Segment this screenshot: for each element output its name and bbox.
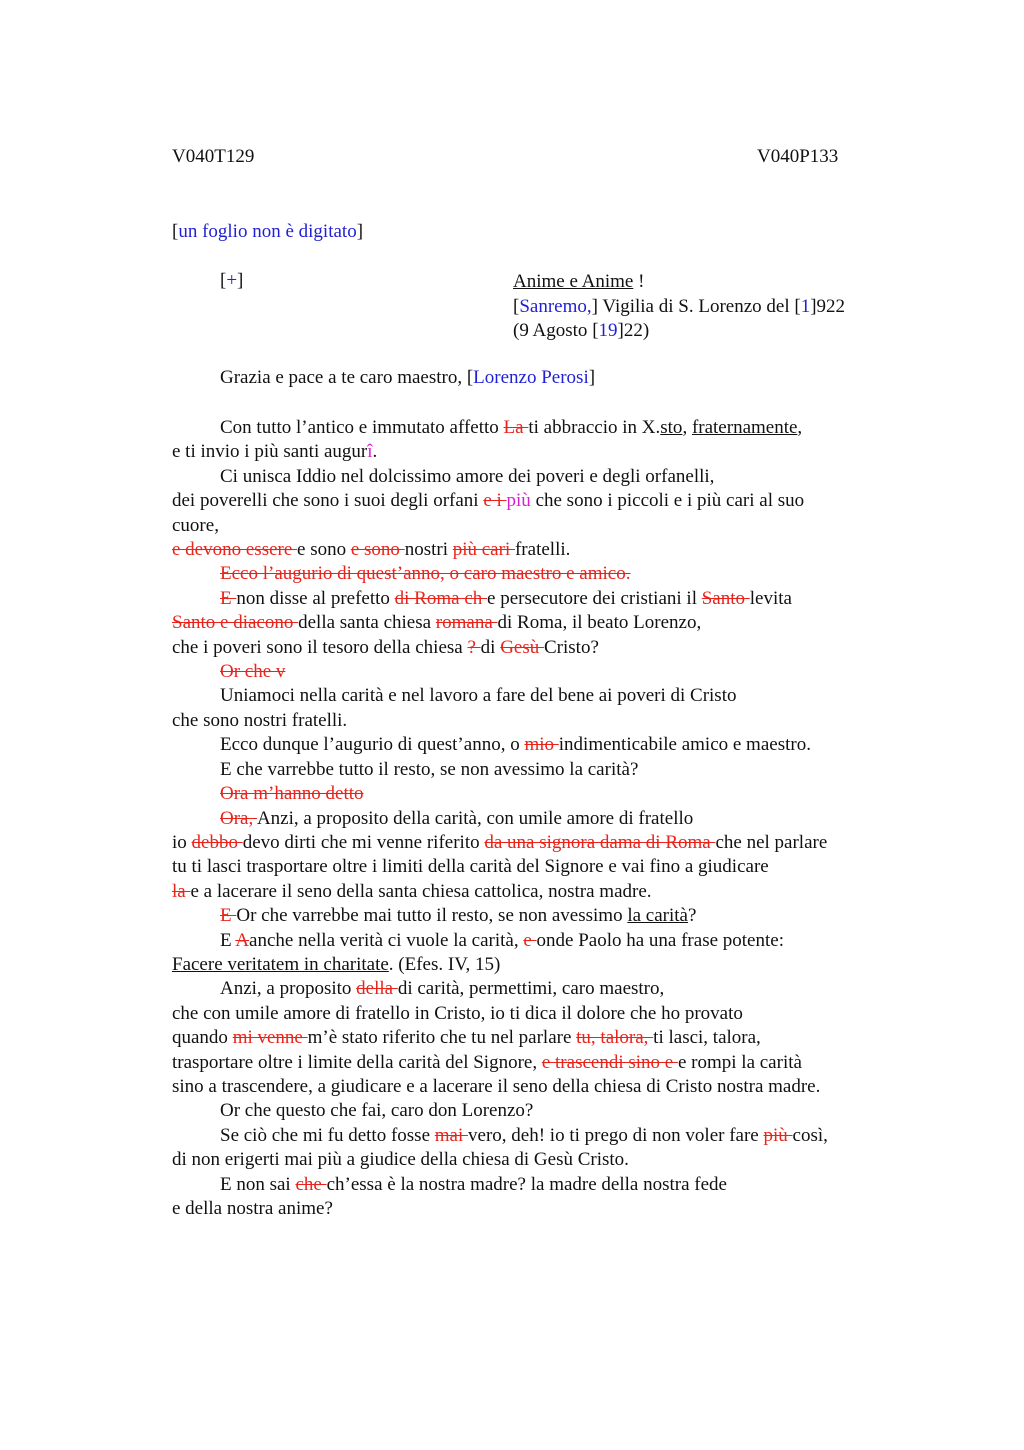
text-line: cuore, (172, 514, 219, 536)
letter-date: (9 Agosto [19]22) (513, 320, 650, 341)
text-line: tu ti lasci trasportare oltre i limiti della carità del Signore e vai fino a giudicare (172, 856, 769, 878)
text-line: Ci unisca Iddio nel dolcissimo amore dei poveri e degli orfanelli, (220, 465, 715, 487)
text-line: Ora m’hanno detto (220, 783, 364, 805)
text-line: che con umile amore di fratello in Cristo, io ti dica il dolore che ho provato (172, 1002, 743, 1024)
text-line: che i poveri sono il tesoro della chiesa ? di Gesù Cristo? (172, 636, 599, 658)
text-line: io debbo devo dirti che mi venne riferito da una signora dama di Roma che nel parlare (172, 831, 828, 853)
text-line: quando mi venne m’è stato riferito che tu nel parlare tu, talora, ti lasci, talora, (172, 1027, 761, 1049)
text-line: e della nostra anime? (172, 1198, 333, 1219)
text-line: dei poverelli che sono i suoi degli orfani e i più che sono i piccoli e i più cari al suo (172, 490, 805, 512)
text-line: e devono essere e sono e sono nostri più cari fratelli. (172, 539, 571, 561)
text-line: che sono nostri fratelli. (172, 709, 348, 731)
letter-greeting: Grazia e pace a te caro maestro, [Lorenzo Perosi] (220, 367, 596, 388)
text-line: E non sai che ch’essa è la nostra madre? la madre della nostra fede (220, 1173, 727, 1195)
page-code-right: V040P133 (757, 146, 839, 167)
text-line: di non erigerti mai più a giudice della chiesa di Gesù Cristo. (172, 1149, 629, 1171)
letter-heading (513, 270, 845, 344)
text-line: E Or che varrebbe mai tutto il resto, se non avessimo la carità? (220, 905, 697, 927)
text-line: Uniamoci nella carità e nel lavoro a fare del bene ai poveri di Cristo (220, 685, 737, 707)
text-line: Santo e diacono della santa chiesa romana di Roma, il beato Lorenzo, (172, 612, 702, 634)
letter-place-date: [Sanremo,] Vigilia di S. Lorenzo del [1]922 (513, 295, 846, 317)
note-text: un foglio non è digitato (178, 221, 357, 242)
letter-title: Anime e Anime ! (513, 271, 645, 292)
document-code-left: V040T129 (172, 146, 255, 167)
text-line: E Aanche nella verità ci vuole la carità, e onde Paolo ha una frase potente: (220, 929, 784, 951)
text-line: E non disse al prefetto di Roma ch e persecutore dei cristiani il Santo levita (220, 587, 792, 609)
letter-body (172, 416, 828, 1221)
text-line: trasportare oltre i limite della carità del Signore, e trascendi sino e e rompi la carità (172, 1051, 802, 1073)
text-line: Anzi, a proposito della di carità, permettimi, caro maestro, (220, 978, 665, 1000)
text-line: Or che v (220, 661, 286, 683)
text-line: la e a lacerare il seno della santa chiesa cattolica, nostra madre. (172, 880, 652, 902)
text-line: Ecco dunque l’augurio di quest’anno, o mio indimenticabile amico e maestro. (220, 734, 811, 756)
text-line: Se ciò che mi fu detto fosse mai vero, deh! io ti prego di non voler fare più così, (220, 1124, 828, 1146)
text-line: Facere veritatem in charitate. (Efes. IV, 15) (172, 953, 501, 975)
text-line: E che varrebbe tutto il resto, se non avessimo la carità? (220, 758, 639, 780)
text-line: sino a trascendere, a giudicare e a lacerare il seno della chiesa di Cristo nostra madre. (172, 1075, 821, 1097)
text-line: Con tutto l’antico e immutato affetto La ti abbraccio in X.sto, fraternamente, (220, 417, 803, 438)
text-line: Or che questo che fai, caro don Lorenzo? (220, 1100, 534, 1122)
editorial-note: [un foglio non è digitato] (172, 221, 364, 242)
text-line: Ora, Anzi, a proposito della carità, con umile amore di fratello (220, 807, 694, 829)
editorial-plus-mark: [+] (220, 270, 244, 291)
text-line: e ti invio i più santi augurî. (172, 441, 378, 463)
text-line: Ecco l’augurio di quest’anno, o caro maestro e amico. (220, 563, 631, 585)
